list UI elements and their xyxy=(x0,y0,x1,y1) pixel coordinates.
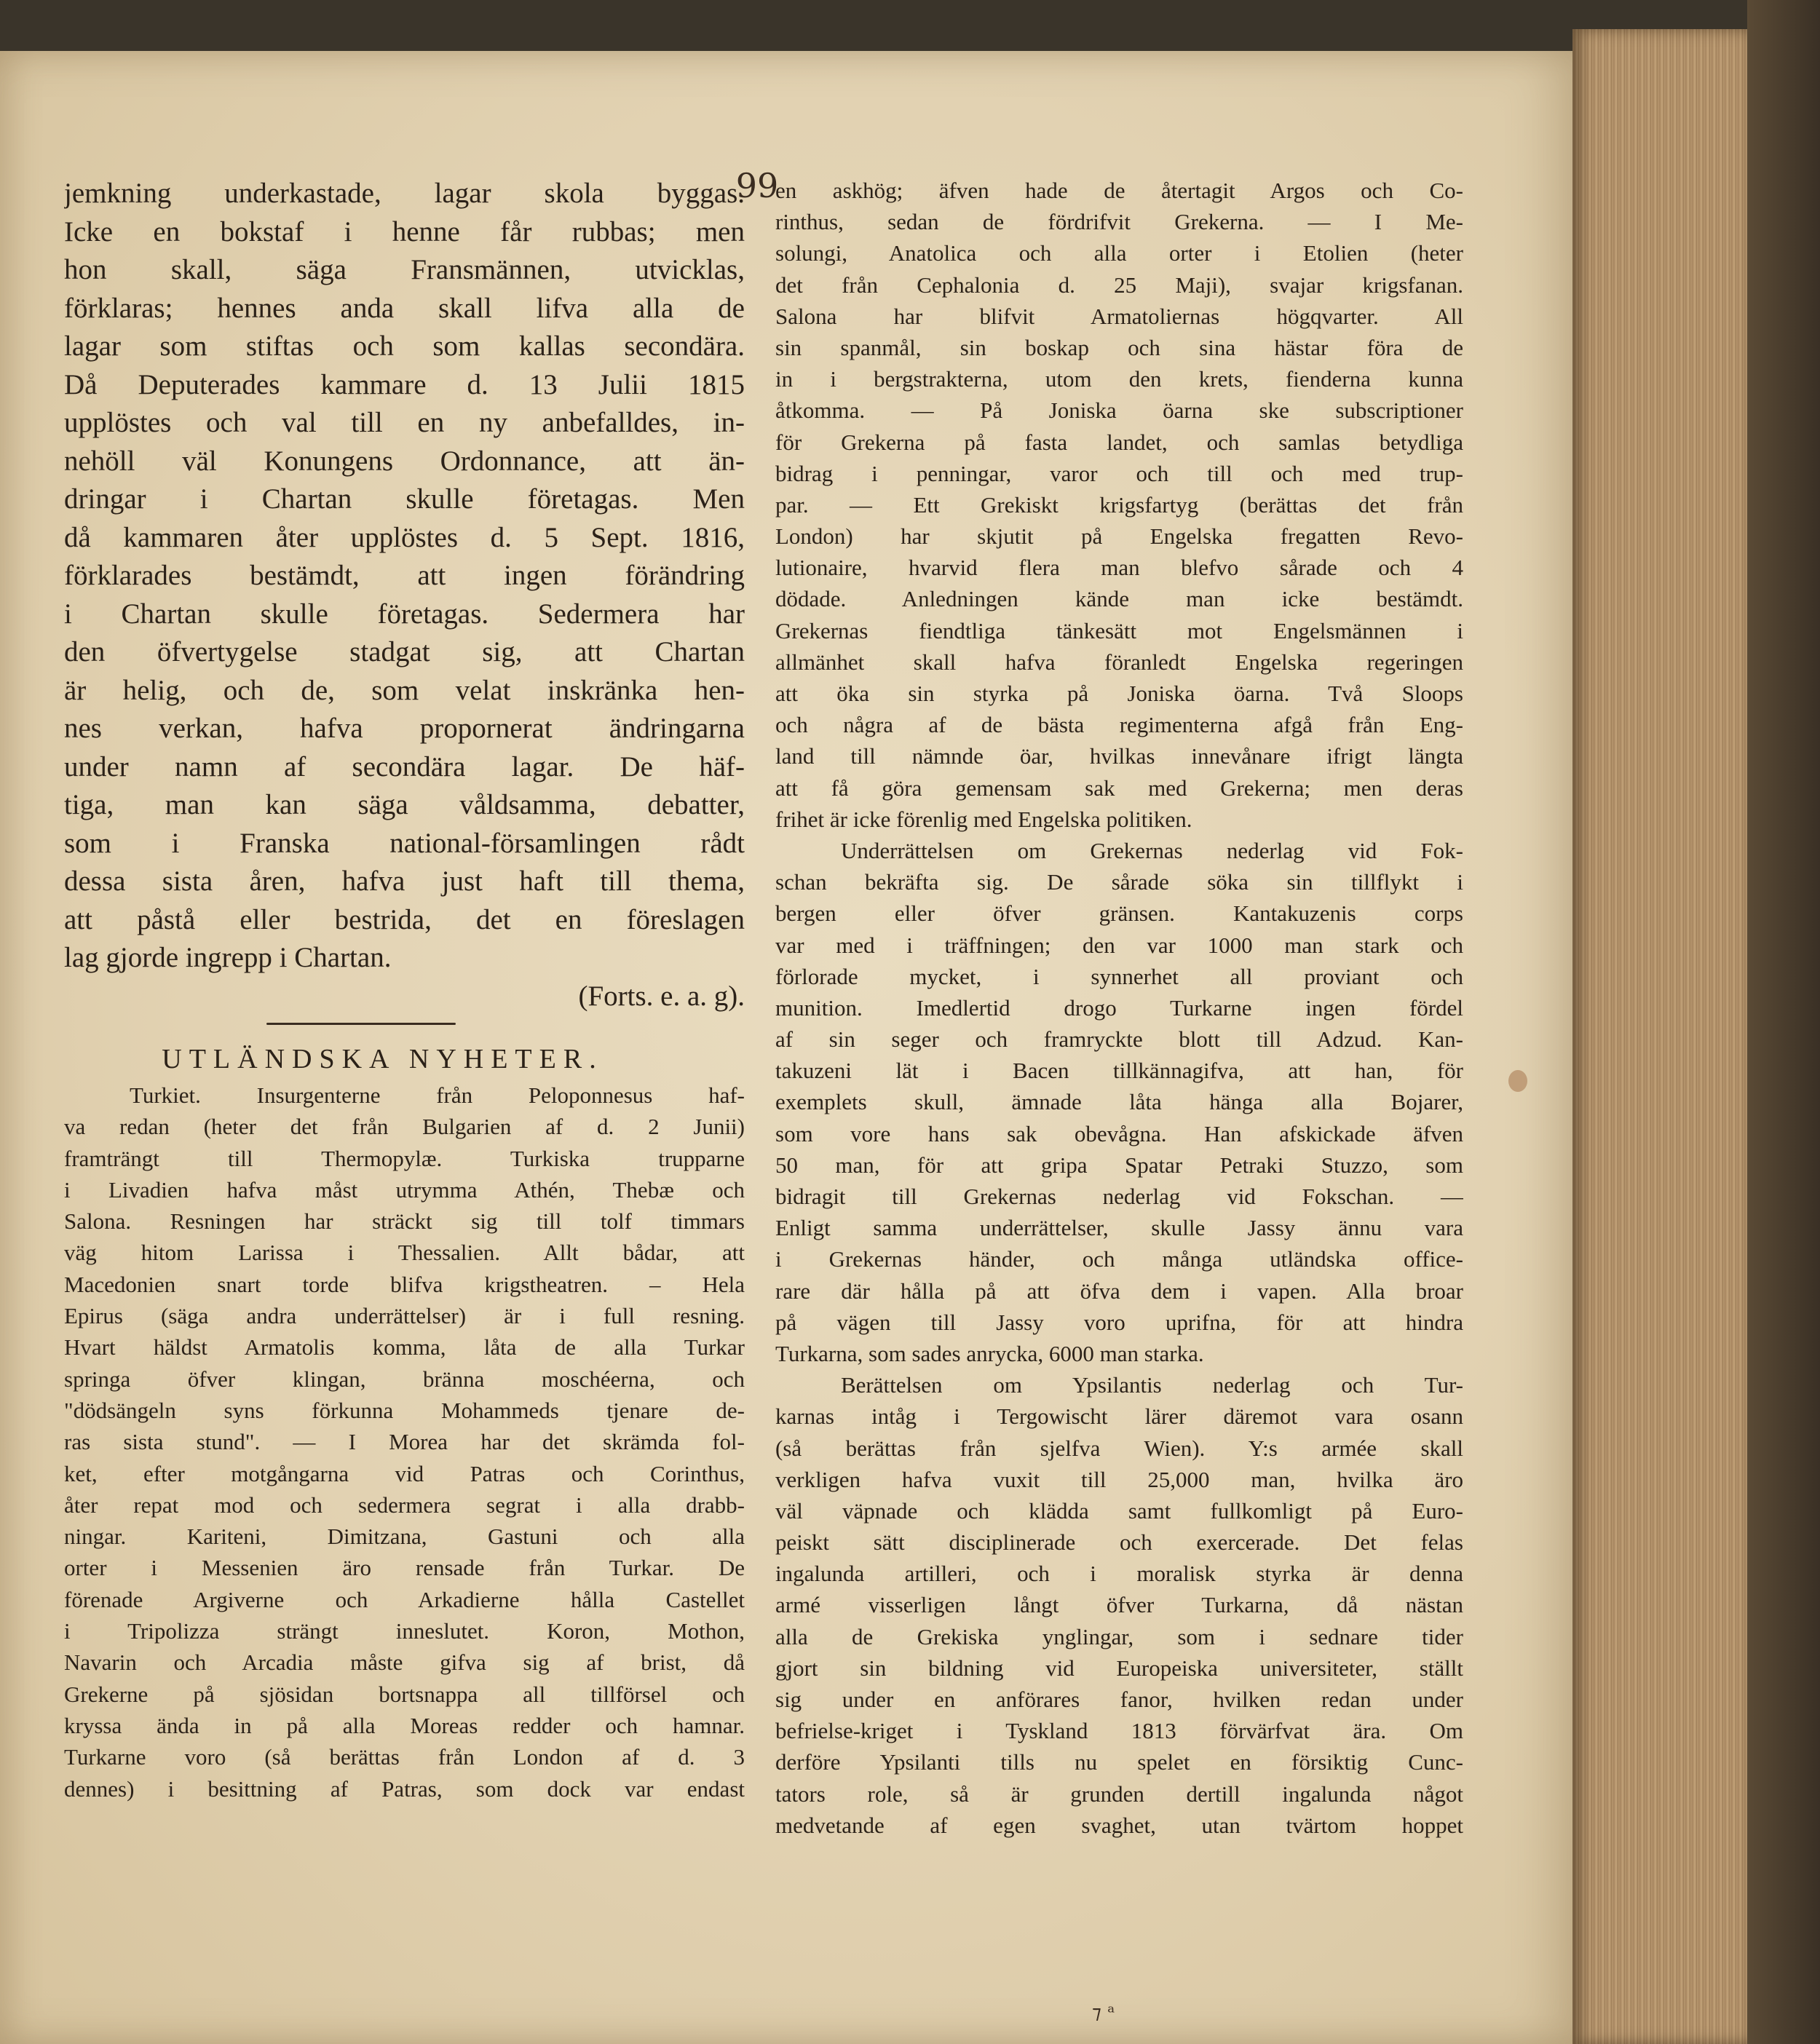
text-line: under namn af secondära lagar. De häf- xyxy=(64,750,745,783)
page-edges xyxy=(1572,29,1747,2044)
text-line: jemkning underkastade, lagar skola byggas. xyxy=(64,178,745,209)
text-line: land till nämnde öar, hvilkas innevånare ifrigt längta xyxy=(775,743,1463,769)
news-line: ket, efter motgångarna vid Patras och Corinthus, xyxy=(64,1460,745,1486)
text-line: förklarades bestämdt, att ingen förändring xyxy=(64,560,745,591)
news-line: ningar. Kariteni, Dimitzana, Gastuni och alla xyxy=(64,1524,745,1550)
right-column xyxy=(775,175,1463,1841)
text-line: åtkomma. — På Joniska öarna ske subscriptioner xyxy=(775,397,1463,424)
text-line: rare där hålla på att öfva dem i vapen. Alla broar xyxy=(775,1278,1463,1304)
text-line: förklaras; hennes anda skall lifva alla de xyxy=(64,292,745,324)
text-line: som vore hans sak obevågna. Han afskickade äfven xyxy=(775,1120,1463,1146)
text-line: i Grekernas händer, och många utländska office- xyxy=(775,1246,1463,1272)
continuation-note: (Forts. e. a. g). xyxy=(578,980,745,1012)
text-line: verkligen hafva vuxit till 25,000 man, hvilka äro xyxy=(775,1466,1463,1492)
news-line: i Livadien hafva måst utrymma Athén, Thebæ och xyxy=(64,1176,745,1203)
text-line: att påstå eller bestrida, det en föreslagen xyxy=(64,903,745,935)
text-line: befrielse-kriget i Tyskland 1813 förvärfvat ära. Om xyxy=(775,1718,1463,1744)
text-line: tiga, man kan säga våldsamma, debatter, xyxy=(64,789,745,820)
text-line: dringar i Chartan skulle företagas. Men xyxy=(64,483,745,515)
text-line: peiskt sätt disciplinerade och exercerade. Det felas xyxy=(775,1529,1463,1556)
text-line: den öfvertygelse stadgat sig, att Chartan xyxy=(64,636,745,668)
text-line: på vägen till Jassy voro uprifna, för att hindra xyxy=(775,1309,1463,1335)
text-line: Grekernas fiendtliga tänkesätt mot Engelsmännen i xyxy=(775,617,1463,643)
text-line: Underrättelsen om Grekernas nederlag vid Fok- xyxy=(841,837,1463,863)
text-line: par. — Ett Grekiskt krigsfartyg (berättas det från xyxy=(775,491,1463,518)
text-line: solungi, Anatolica och alla orter i Etolien (heter xyxy=(775,240,1463,266)
news-line: Navarin och Arcadia måste gifva sig af brist, då xyxy=(64,1649,745,1676)
text-line: takuzeni lät i Bacen tillkännagifva, att han, för xyxy=(775,1058,1463,1084)
text-line: nehöll väl Konungens Ordonnance, att än- xyxy=(64,445,745,477)
text-line: dödade. Anledningen kände man icke bestämdt. xyxy=(775,586,1463,612)
text-line: munition. Imedlertid drogo Turkarne ingen fördel xyxy=(775,994,1463,1021)
news-line: förenade Argiverne och Arkadierne hålla Castellet xyxy=(64,1586,745,1612)
ink-spot xyxy=(1508,1070,1527,1092)
text-line: schan bekräfta sig. De sårade söka sin tillflykt i xyxy=(775,869,1463,895)
news-line: i Tripolizza strängt inneslutet. Koron, Mothon, xyxy=(64,1618,745,1644)
book-spine xyxy=(1747,0,1820,2044)
text-line: tators role, så är grunden dertill ingalunda något xyxy=(775,1780,1463,1807)
text-line: exemplets skull, ämnade låta hänga alla Bojarer, xyxy=(775,1089,1463,1115)
text-line: frihet är icke förenlig med Engelska politiken. xyxy=(775,806,1192,832)
news-line: orter i Messenien äro rensade från Turkar. De xyxy=(64,1555,745,1581)
text-line: bidragit till Grekernas nederlag vid Fokschan. — xyxy=(775,1184,1463,1209)
text-line: bidrag i penningar, varor och till och med trup- xyxy=(775,460,1463,486)
text-line: upplöstes och val till en ny anbefalldes, in- xyxy=(64,407,745,438)
text-line: armé visserligen långt öfver Turkarna, då nästan xyxy=(775,1592,1463,1618)
text-line: ingalunda artilleri, och i moralisk styrka är denna xyxy=(775,1561,1463,1587)
text-line: var med i träffningen; den var 1000 man stark och xyxy=(775,932,1463,958)
text-line: rinthus, sedan de fördrifvit Grekerna. — I Me- xyxy=(775,209,1463,235)
text-line: London) har skjutit på Engelska fregatten Revo- xyxy=(775,523,1463,550)
text-line: då kammaren åter upplöstes d. 5 Sept. 1816, xyxy=(64,521,745,553)
text-line: alla de Grekiska ynglingar, som i sednare tider xyxy=(775,1623,1463,1649)
text-line: sin spanmål, sin boskap och sina hästar föra de xyxy=(775,334,1463,360)
text-line: som i Franska national-församlingen rådt xyxy=(64,827,745,859)
news-line: kryssa ända in på alla Moreas redder och hamnar. xyxy=(64,1712,745,1738)
text-line: (så berättas från sjelfva Wien). Y:s armée skall xyxy=(775,1435,1463,1461)
news-line: "dödsängeln syns förkunna Mohammeds tjenare de- xyxy=(64,1397,745,1423)
news-line: väg hitom Larissa i Thessalien. Allt bådar, att xyxy=(64,1240,745,1266)
news-line: Epirus (säga andra underrättelser) är i full resning. xyxy=(64,1303,745,1329)
text-line: är helig, och de, som velat inskränka hen- xyxy=(64,674,745,706)
text-line: att öka sin styrka på Joniska öarna. Två Sloops xyxy=(775,681,1463,706)
section-title: UTLÄNDSKA NYHETER. xyxy=(162,1044,604,1074)
text-line: sig under en anförares fanor, hvilken redan under xyxy=(775,1687,1463,1712)
text-line: det från Cephalonia d. 25 Maji), svajar krigsfanan. xyxy=(775,272,1463,298)
text-line: att få göra gemensam sak med Grekerna; men deras xyxy=(775,775,1463,801)
text-line: och några af de bästa regimenterna afgå från Eng- xyxy=(775,712,1463,738)
text-line: lagar som stiftas och som kallas secondära. xyxy=(64,330,745,362)
news-block xyxy=(64,1080,745,1805)
news-line: Grekerne på sjösidan bortsnappa all tillförsel och xyxy=(64,1681,745,1707)
text-line: Turkarna, som sades anrycka, 6000 man starka. xyxy=(775,1340,1204,1366)
page-footer-mark: ⁊ ᵃ xyxy=(1092,2002,1115,2024)
text-line: Då Deputerades kammare d. 13 Julii 1815 xyxy=(64,368,745,400)
text-line: dessa sista åren, hafva just haft till thema, xyxy=(64,865,745,897)
page-number: 99 xyxy=(735,166,779,205)
text-line: förlorade mycket, i synnerhet all proviant och xyxy=(775,963,1463,989)
text-line: 50 man, för att gripa Spatar Petraki Stuzzo, som xyxy=(775,1152,1463,1178)
news-line: framträngt till Thermopylæ. Turkiska trupparne xyxy=(64,1145,745,1171)
text-line: af sin seger och framryckte blott till Adzud. Kan- xyxy=(775,1026,1463,1053)
text-line: nes verkan, hafva propornerat ändringarna xyxy=(64,713,745,744)
news-line: ras sista stund". — I Morea har det skrämda fol- xyxy=(64,1429,745,1455)
text-line: Icke en bokstaf i henne får rubbas; men xyxy=(64,215,745,247)
text-line: Berättelsen om Ypsilantis nederlag och Tur- xyxy=(841,1372,1463,1398)
text-line: gjort sin bildning vid Europeiska universiteter, ställt xyxy=(775,1655,1463,1681)
text-line: Salona har blifvit Armatoliernas högqvarter. All xyxy=(775,303,1463,329)
text-line: bergen eller öfver gränsen. Kantakuzenis corps xyxy=(775,900,1463,927)
text-line: Enligt samma underrättelser, skulle Jassy ännu vara xyxy=(775,1215,1463,1241)
news-line: dennes) i besittning af Patras, som dock var endast xyxy=(64,1775,745,1802)
text-line: in i bergstrakterna, utom den krets, fienderna kunna xyxy=(775,366,1463,392)
news-line: Macedonien snart torde blifva krigstheatren. – Hela xyxy=(64,1271,745,1297)
news-line: åter repat mod och sedermera segrat i alla drabb- xyxy=(64,1492,745,1518)
text-line: väl väpnade och klädda samt fullkomligt på Euro- xyxy=(775,1497,1463,1524)
text-line: för Grekerna på fasta landet, och samlas betydliga xyxy=(775,429,1463,455)
section-divider xyxy=(64,1015,745,1031)
text-line: lutionaire, hvarvid flera man blefvo sårade och 4 xyxy=(775,555,1463,581)
text-line: i Chartan skulle företagas. Sedermera har xyxy=(64,598,745,630)
news-line: springa öfver klingan, bränna moschéerna, och xyxy=(64,1366,745,1392)
left-column xyxy=(64,175,745,1805)
news-line: Hvart häldst Armatolis komma, låta de alla Turkar xyxy=(64,1334,745,1360)
text-line: en askhög; äfven hade de återtagit Argos och Co- xyxy=(775,178,1463,203)
text-line: lag gjorde ingrepp i Chartan. xyxy=(64,942,392,973)
news-line: va redan (heter det från Bulgarien af d. 2 Junii) xyxy=(64,1114,745,1140)
text-line: hon skall, säga Fransmännen, utvicklas, xyxy=(64,254,745,285)
text-line: derföre Ypsilanti tills nu spelet en försiktig Cunc- xyxy=(775,1749,1463,1775)
news-line: Turkarne voro (så berättas från London af d. 3 xyxy=(64,1744,745,1770)
news-line: Salona. Resningen har sträckt sig till tolf timmars xyxy=(64,1208,745,1235)
news-line: Turkiet. Insurgenterne från Peloponnesus haf- xyxy=(130,1082,745,1108)
text-line: medvetande af egen svaghet, utan tvärtom hoppet xyxy=(775,1812,1463,1838)
text-line: karnas intåg i Tergowischt lärer däremot vara osann xyxy=(775,1403,1463,1430)
text-line: allmänhet skall hafva föranledt Engelska regeringen xyxy=(775,649,1463,675)
